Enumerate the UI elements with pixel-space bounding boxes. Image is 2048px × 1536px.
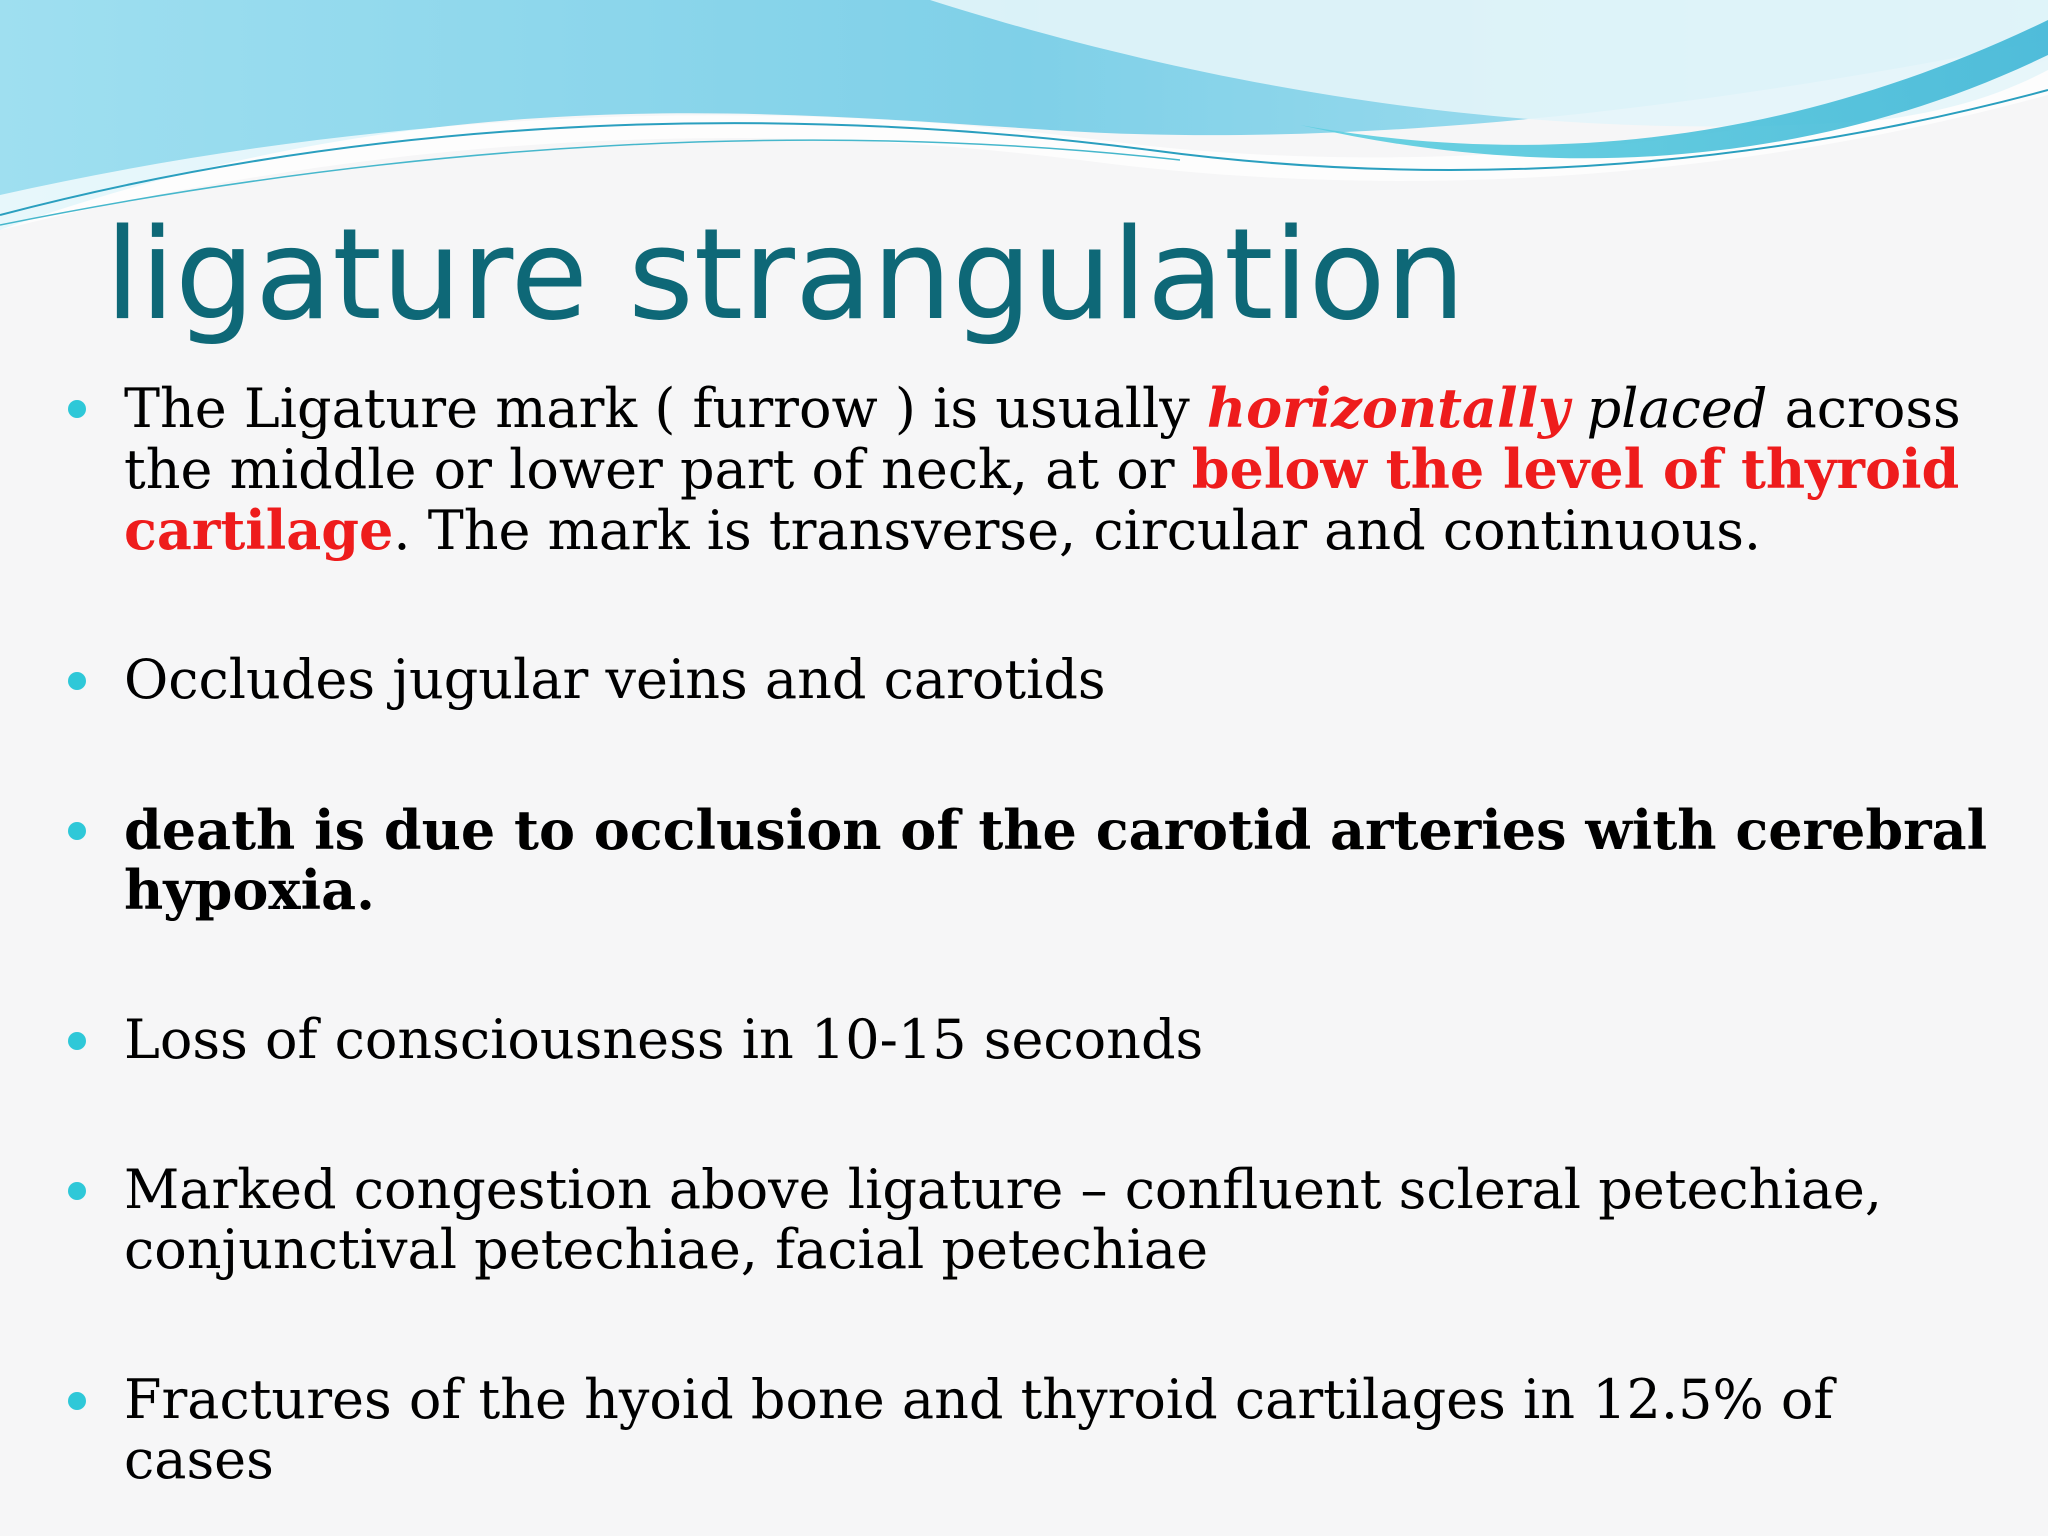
bullet-text: Occludes jugular veins and carotids bbox=[124, 648, 1106, 711]
emphasis-placed: placed bbox=[1586, 377, 1768, 440]
bullet-text: . The mark is transverse, circular and continuous. bbox=[393, 499, 1762, 562]
bullet-dot-icon bbox=[68, 822, 86, 840]
slide-title: ligature strangulation bbox=[105, 201, 1466, 348]
bullet-text: Loss of consciousness in 10-15 seconds bbox=[124, 1008, 1204, 1071]
bullet-occludes-veins bbox=[60, 650, 1990, 710]
bullet-fractures bbox=[60, 1370, 1990, 1490]
bullet-dot-icon bbox=[68, 672, 86, 690]
bullet-dot-icon bbox=[68, 1182, 86, 1200]
bullet-text bbox=[1569, 377, 1586, 440]
bullet-text: Fractures of the hyoid bone and thyroid cartilages in 12.5% of cases bbox=[124, 1368, 1834, 1491]
bullet-text: The Ligature mark ( furrow ) is usually bbox=[124, 377, 1207, 440]
bullet-dot-icon bbox=[68, 1392, 86, 1410]
bullet-loss-of-consciousness bbox=[60, 1010, 1990, 1070]
bullet-text: across the middle or lower part of neck, at or bbox=[124, 377, 1961, 501]
bullet-ligature-mark bbox=[60, 378, 1990, 561]
bullet-dot-icon bbox=[68, 1032, 86, 1050]
bullet-cause-of-death bbox=[60, 800, 1990, 920]
bullet-congestion bbox=[60, 1160, 1990, 1280]
emphasis-thyroid-level: below the level of thyroid cartilage bbox=[124, 437, 1960, 562]
bullet-text: death is due to occlusion of the carotid arteries with cerebral hypoxia. bbox=[124, 798, 1988, 922]
bullet-text: Marked congestion above ligature – confluent scleral petechiae, conjunctival petechiae, facial petechiae bbox=[124, 1158, 1883, 1281]
emphasis-horizontally: horizontally bbox=[1206, 376, 1570, 440]
bullet-list bbox=[60, 378, 1990, 1490]
bullet-dot-icon bbox=[68, 400, 86, 418]
